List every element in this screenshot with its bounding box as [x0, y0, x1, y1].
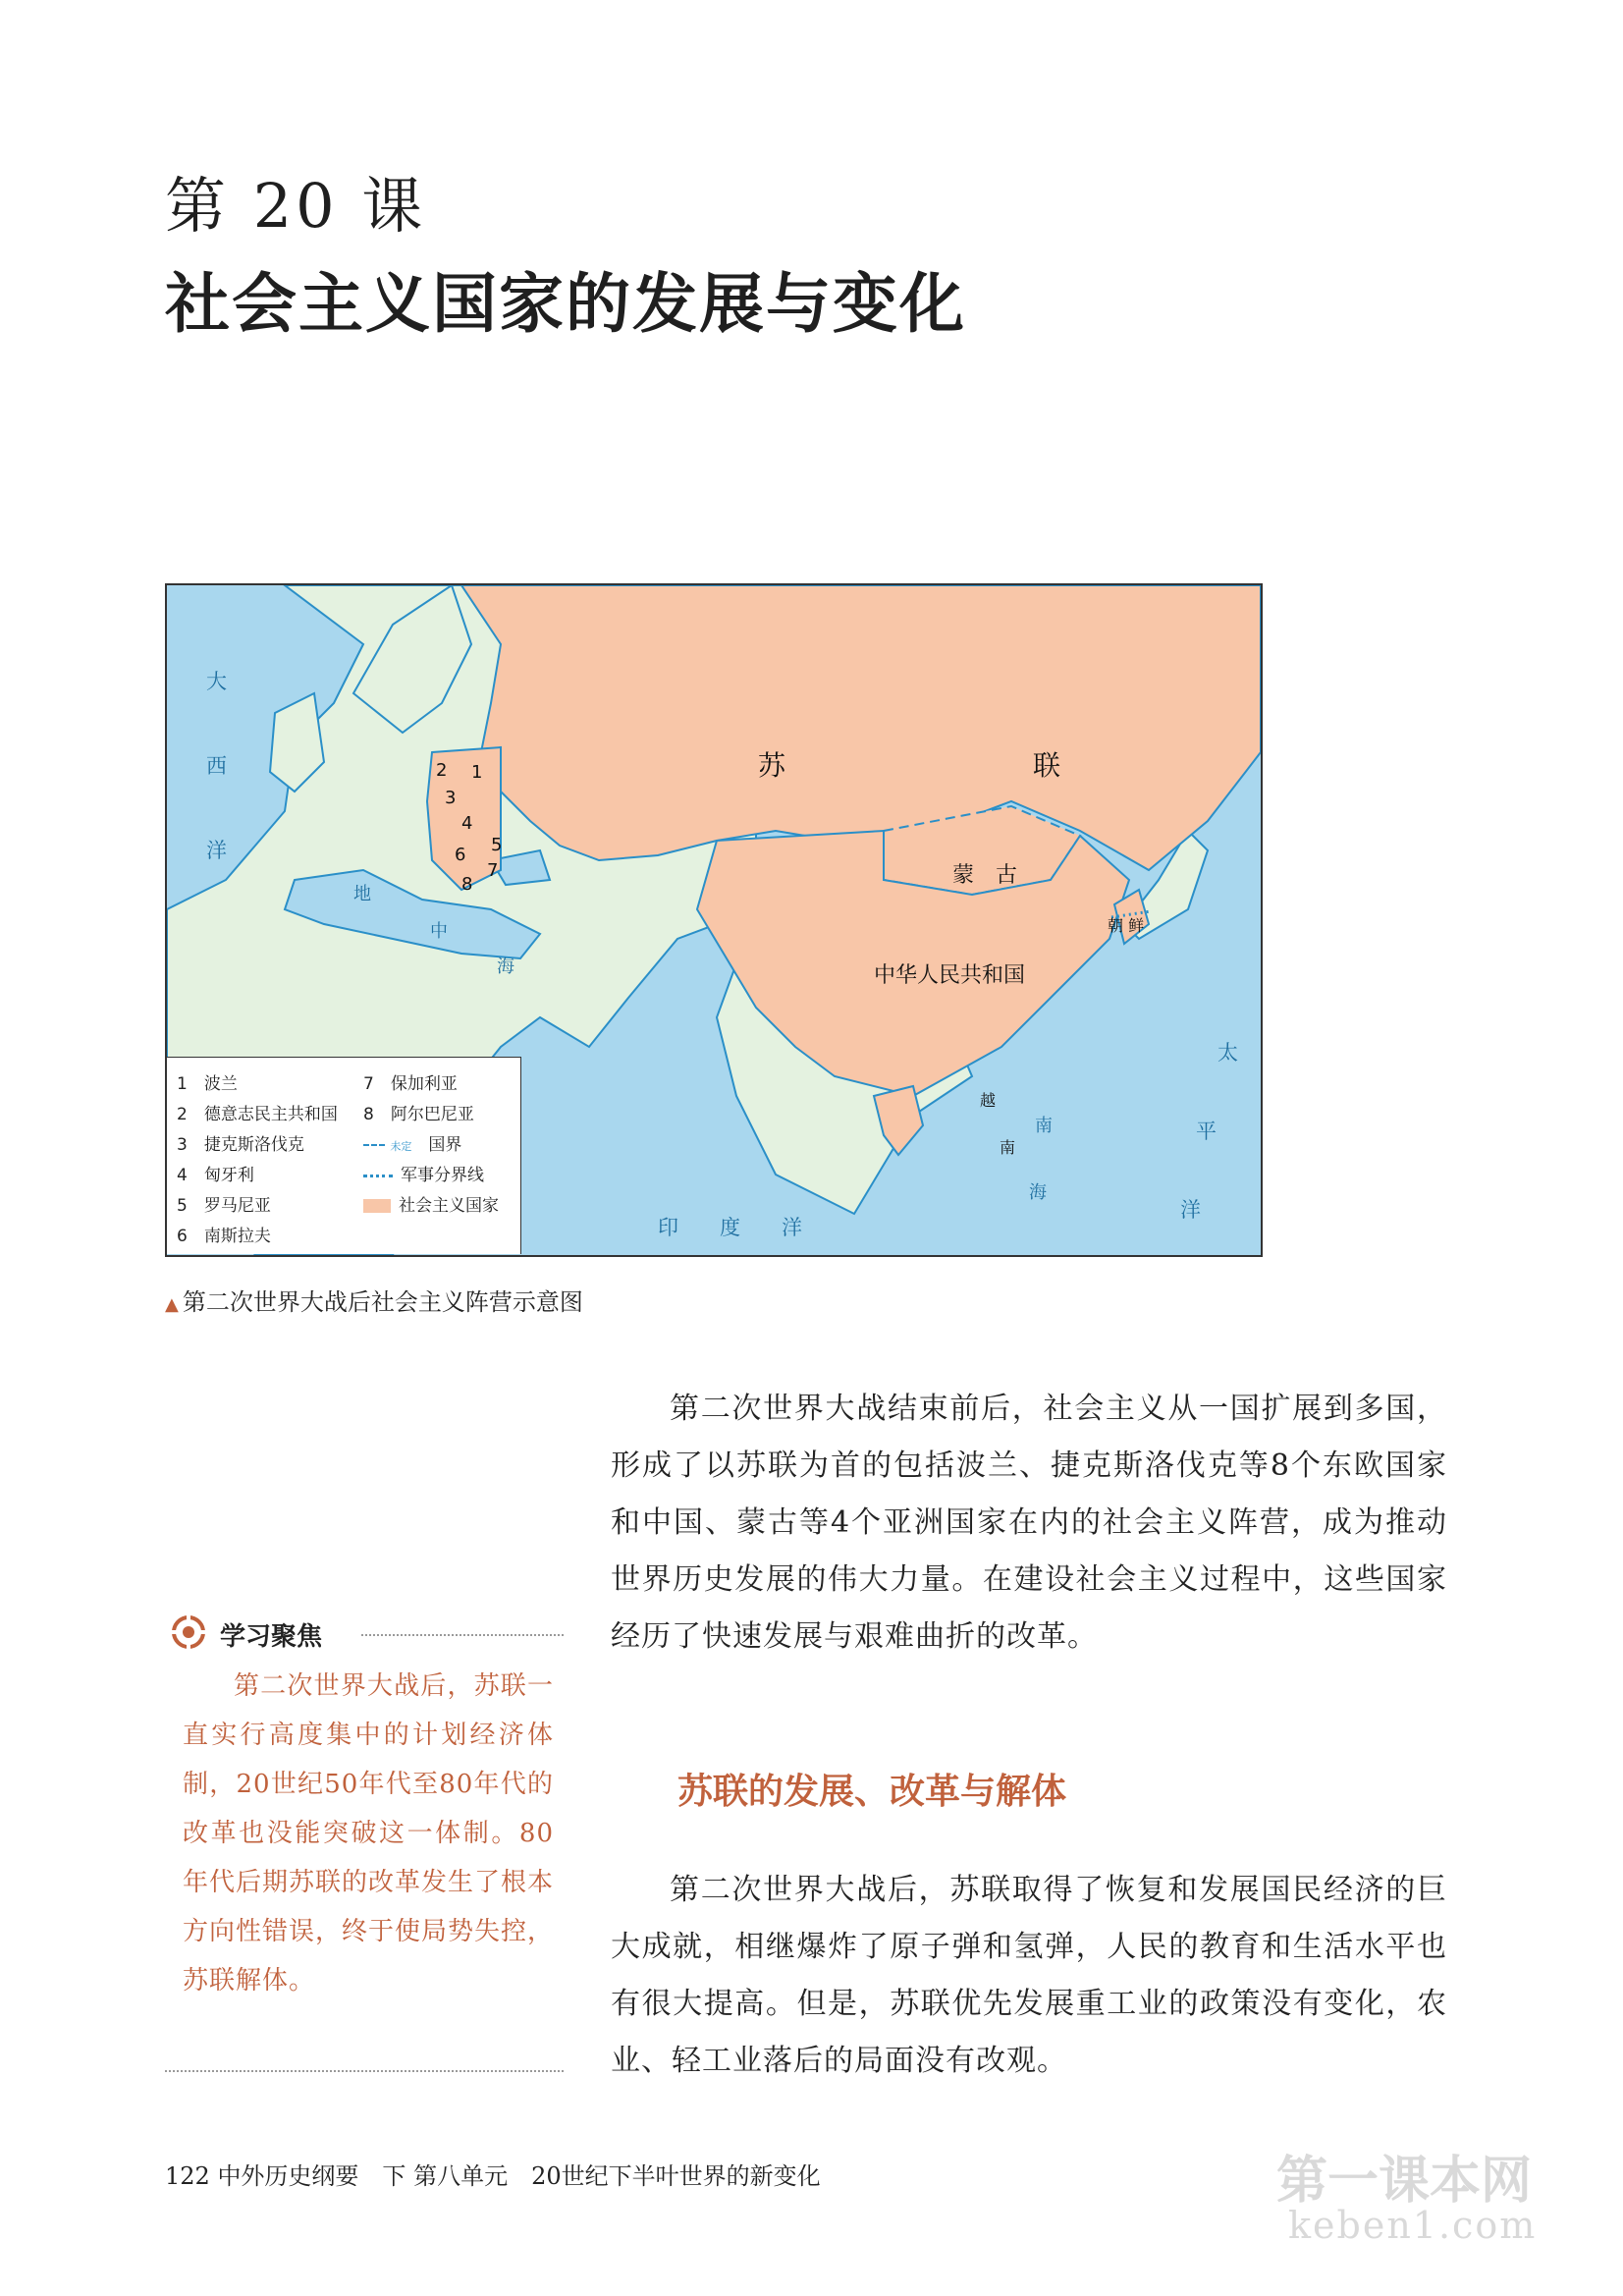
ocean-indian: 印 度 洋 [658, 1216, 802, 1239]
map-number-2: 2 [436, 760, 448, 781]
map-number-7: 7 [487, 860, 499, 881]
watermark-url: keben1.com [1288, 2204, 1538, 2247]
border-line-icon [363, 1144, 385, 1146]
ocean-pacific-2: 平 [1196, 1120, 1217, 1143]
country-label-vietnam-2: 南 [1000, 1138, 1016, 1157]
map-number-8: 8 [461, 874, 473, 895]
watermark-title: 第一课本网 [1276, 2152, 1533, 2211]
triangle-icon: ▲ [165, 1294, 179, 1315]
section-paragraph: 第二次世界大战后，苏联取得了恢复和发展国民经济的巨大成就，相继爆炸了原子弹和氢弹，人民的教育和生活水平也有很大提高。但是，苏联优先发展重工业的政策没有变化，农业、轻工业落后的局面没有改观。 [611, 1873, 1447, 2078]
ocean-atlantic-2: 西 [206, 754, 227, 778]
ocean-pacific-1: 太 [1217, 1041, 1238, 1065]
map-legend [167, 1057, 521, 1254]
country-label-mongolia: 蒙 古 [952, 863, 1018, 888]
map-number-1: 1 [471, 762, 483, 783]
lesson-title: 社会主义国家的发展与变化 [165, 265, 966, 342]
legend-item: 1 波兰 [177, 1074, 238, 1094]
focus-target-icon [169, 1613, 208, 1652]
focus-divider [361, 1634, 564, 1636]
legend-item: 5 罗马尼亚 [177, 1196, 271, 1216]
page-footer: 122 中外历史纲要 下 第八单元 20世纪下半叶世界的新变化 [165, 2162, 821, 2190]
legend-item: 6 南斯拉夫 [177, 1227, 271, 1246]
map-number-5: 5 [491, 835, 503, 855]
ocean-atlantic-1: 大 [206, 670, 227, 693]
sea-south-china-2: 海 [1029, 1182, 1047, 1203]
country-label-vietnam-1: 越 [980, 1091, 997, 1110]
sea-mediterranean-1: 地 [353, 884, 371, 904]
country-label-china: 中华人民共和国 [874, 963, 1026, 988]
legend-item: 8 阿尔巴尼亚 [363, 1105, 474, 1124]
socialist-swatch-icon [363, 1199, 391, 1213]
sea-mediterranean-2: 中 [430, 921, 448, 942]
legend-border: 未定 国界 [363, 1130, 461, 1155]
country-label-ussr: 苏 联 [758, 749, 1061, 782]
learning-focus-title: 学习聚焦 [220, 1622, 323, 1652]
legend-socialist: 社会主义国家 [363, 1191, 499, 1216]
legend-item: 2 德意志民主共和国 [177, 1105, 338, 1124]
ocean-pacific-3: 洋 [1180, 1198, 1201, 1222]
map-number-3: 3 [445, 788, 457, 808]
sea-south-china-1: 南 [1035, 1116, 1053, 1136]
country-label-korea: 朝 鲜 [1108, 916, 1145, 935]
military-line-icon [363, 1175, 393, 1177]
learning-focus-text: 第二次世界大战后，苏联一直实行高度集中的计划经济体制，20世纪50年代至80年代的改革也没能突破这一体制。80年代后期苏联的改革发生了根本方向性错误，终于使局势失控，苏联解体。 [183, 1671, 555, 1995]
ocean-atlantic-3: 洋 [206, 839, 227, 862]
lesson-number: 第 20 课 [165, 170, 427, 242]
map-caption: ▲ 第二次世界大战后社会主义阵营示意图 [165, 1288, 583, 1316]
legend-item: 4 匈牙利 [177, 1166, 254, 1185]
map-figure [165, 583, 1263, 1257]
map-number-6: 6 [455, 845, 466, 865]
ussr-area [461, 585, 1261, 870]
map-number-4: 4 [461, 813, 473, 834]
focus-bottom-divider [165, 2070, 564, 2072]
legend-item: 7 保加利亚 [363, 1074, 458, 1094]
learning-focus-header [165, 1613, 564, 1652]
sea-mediterranean-3: 海 [497, 957, 514, 977]
section-heading: 苏联的发展、改革与解体 [677, 1772, 1067, 1812]
learning-focus-box [165, 1613, 564, 2074]
intro-paragraph: 第二次世界大战结束前后，社会主义从一国扩展到多国，形成了以苏联为首的包括波兰、捷克斯洛伐克等8个东欧国家和中国、蒙古等4个亚洲国家在内的社会主义阵营，成为推动世界历史发展的伟大力量。在建设社会主义过程中，这些国家经历了快速发展与艰难曲折的改革。 [611, 1392, 1447, 1654]
legend-military-line: 军事分界线 [363, 1161, 484, 1185]
legend-item: 3 捷克斯洛伐克 [177, 1135, 304, 1155]
